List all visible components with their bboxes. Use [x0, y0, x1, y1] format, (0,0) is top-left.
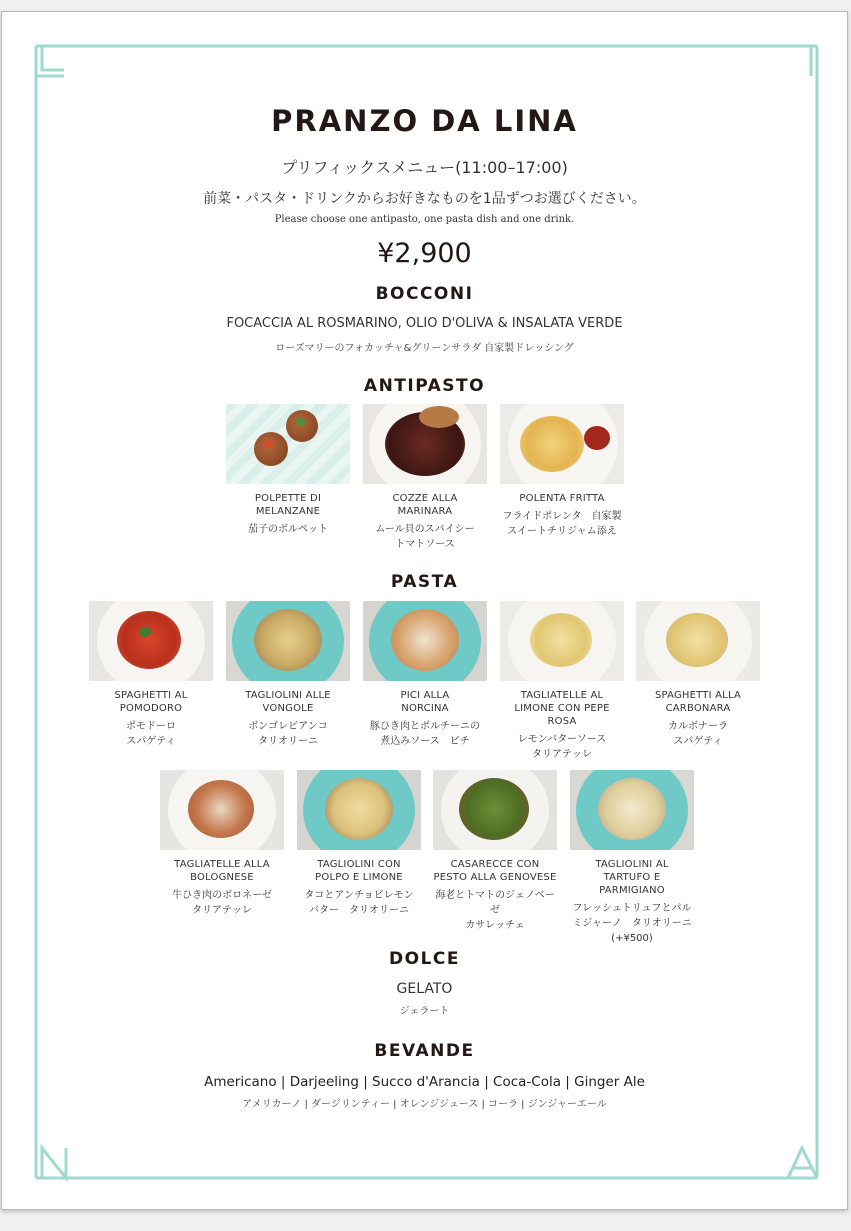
dish-tagliolini-alle-vongole — [226, 601, 350, 749]
dish-photo — [500, 404, 624, 484]
dish-photo — [89, 601, 213, 681]
dish-polenta-fritta — [500, 404, 624, 539]
dish-tagliolini-con-polpo-e-limone — [297, 770, 421, 918]
dish-casarecce-con-pesto-alla-genovese — [433, 770, 557, 933]
dish-name-jp: レモンバターソース タリアテッレ — [517, 734, 607, 760]
dish-photo — [363, 601, 487, 681]
dish-name: TAGLIOLINI AL TARTUFO E PARMIGIANO — [595, 859, 669, 896]
dish-name: PICI ALLA NORCINA — [400, 690, 450, 714]
dolce-item-jp: ジェラート — [399, 1006, 450, 1017]
dish-name-jp: 牛ひき肉のボロネーゼ タリアテッレ — [172, 890, 272, 916]
dish-photo — [297, 770, 421, 850]
bocconi-item-jp: ローズマリーのフォカッチャ&グリーンサラダ 自家製ドレッシング — [275, 343, 574, 354]
dish-name: POLPETTE DI MELANZANE — [254, 493, 322, 517]
section-heading-bocconi: BOCCONI — [375, 284, 474, 304]
dish-tagliatelle-alla-bolognese — [160, 770, 284, 918]
section-heading-pasta: PASTA — [390, 572, 459, 592]
dish-name-jp: ボンゴレビアンコ タリオリーニ — [248, 721, 328, 747]
dish-name: CASARECCE CON PESTO ALLA GENOVESE — [433, 859, 557, 883]
dish-photo — [363, 404, 487, 484]
dish-photo — [636, 601, 760, 681]
bevande-item-jp: アメリカーノ | ダージリンティー | オレンジジュース | コーラ | ジンジャーエール — [242, 1099, 607, 1110]
dish-photo — [433, 770, 557, 850]
section-heading-bevande: BEVANDE — [374, 1041, 475, 1061]
dish-photo — [160, 770, 284, 850]
menu-price: ¥2,900 — [377, 238, 472, 269]
dish-name-jp: タコとアンチョビレモン バター タリオリーニ — [304, 890, 414, 916]
dish-name: POLENTA FRITTA — [519, 493, 605, 504]
dish-pici-alla-norcina — [363, 601, 487, 749]
instruction-jp: 前菜・パスタ・ドリンクからお好きなものを1品ずつお選びください。 — [203, 191, 646, 207]
menu-subtitle: プリフィックスメニュー(11:00–17:00) — [281, 158, 568, 177]
dish-name: COZZE ALLA MARINARA — [392, 493, 458, 517]
dish-name: TAGLIOLINI ALLE VONGOLE — [245, 690, 331, 714]
dish-name: SPAGHETTI AL POMODORO — [114, 690, 188, 714]
dish-name-jp: 茄子のボルペット — [248, 524, 328, 535]
dish-name-jp: 豚ひき肉とポルチーニの 煮込みソース ピチ — [370, 721, 480, 747]
dish-name: TAGLIATELLE AL LIMONE CON PEPE ROSA — [514, 690, 610, 727]
dish-name-jp: カルボナーラ スパゲティ — [668, 721, 728, 747]
bocconi-item-en: FOCACCIA AL ROSMARINO, OLIO D'OLIVA & INSALATA VERDE — [226, 316, 623, 331]
dish-spaghetti-al-pomodoro — [89, 601, 213, 749]
section-heading-dolce: DOLCE — [389, 949, 460, 969]
dish-photo — [226, 601, 350, 681]
dish-tagliolini-al-tartufo-e-parmigiano — [570, 770, 694, 946]
dish-name-jp: フライドポレンタ 自家製 スイートチリジャム添え — [502, 511, 622, 537]
dish-name-jp: ポモドーロ スパゲティ — [126, 721, 176, 747]
dish-tagliatelle-al-limone-con-pepe-rosa — [500, 601, 624, 762]
dish-name-jp: ムール貝のスパイシー トマトソース — [375, 524, 475, 550]
dish-cozze-alla-marinara — [363, 404, 487, 552]
section-heading-antipasto: ANTIPASTO — [363, 376, 486, 396]
dish-photo — [570, 770, 694, 850]
dish-photo — [500, 601, 624, 681]
dolce-item-en: GELATO — [396, 981, 453, 997]
dish-name: TAGLIOLINI CON POLPO E LIMONE — [315, 859, 403, 883]
menu-title: PRANZO DA LINA — [271, 104, 578, 138]
dish-photo — [226, 404, 350, 484]
dish-name-jp: フレッシュトリュフとパル ミジャーノ タリオリーニ (+¥500) — [572, 903, 692, 944]
dish-name: SPAGHETTI ALLA CARBONARA — [654, 690, 741, 714]
dish-polpette-di-melanzane — [226, 404, 350, 537]
instruction-en: Please choose one antipasto, one pasta dish and one drink. — [274, 214, 575, 225]
dish-name: TAGLIATELLE ALLA BOLOGNESE — [174, 859, 270, 883]
dish-name-jp: 海老とトマトのジェノベーゼ カサレッチェ — [435, 890, 555, 931]
menu-sheet — [1, 11, 848, 1210]
dish-spaghetti-alla-carbonara — [636, 601, 760, 749]
bevande-item-en: Americano | Darjeeling | Succo d'Arancia | Coca-Cola | Ginger Ale — [204, 1074, 645, 1090]
